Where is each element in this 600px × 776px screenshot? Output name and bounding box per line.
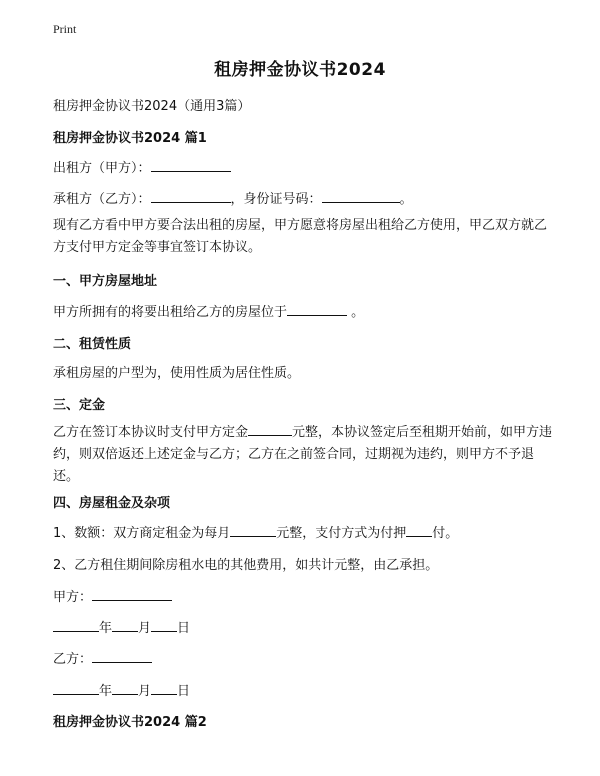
section1-heading: 一、甲方房屋地址 bbox=[53, 274, 158, 289]
address-blank bbox=[287, 301, 347, 316]
section1-text bbox=[53, 301, 364, 320]
deposit-blank bbox=[248, 421, 292, 436]
date-line-2 bbox=[53, 680, 190, 699]
day-label: 日 bbox=[177, 621, 191, 636]
lessor-line bbox=[53, 157, 231, 176]
rent-item-b: 元整，支付方式为付押 bbox=[276, 526, 407, 541]
rent-item bbox=[53, 522, 458, 541]
year-blank bbox=[53, 680, 99, 695]
section2-heading: 二、租赁性质 bbox=[53, 337, 132, 352]
rent-item-c: 付。 bbox=[432, 526, 459, 541]
party-a-blank bbox=[92, 586, 172, 601]
section3-paragraph bbox=[53, 421, 553, 488]
party-b-line bbox=[53, 648, 152, 667]
lessee-label: 承租方（乙方）： bbox=[53, 192, 151, 207]
party-a-label: 甲方： bbox=[53, 590, 93, 605]
section1-text-b: 。 bbox=[347, 305, 365, 320]
party-a-line bbox=[53, 586, 172, 605]
intro-paragraph: 现有乙方看中甲方要合法出租的房屋，甲方愿意将房屋出租给乙方使用，甲乙双方就乙方支付甲方定金等事宜签订本协议。 bbox=[53, 218, 548, 255]
section3-text-b: 元整，本协议签定后至租期开始前，如甲方违约，则双倍返还上述定金与乙方；乙方在之前签合同，过期视为违约，则甲方不予退还。 bbox=[53, 425, 553, 484]
party-b-label: 乙方： bbox=[53, 652, 93, 667]
month-label: 月 bbox=[138, 684, 152, 699]
party-b-blank bbox=[92, 648, 152, 663]
month-blank bbox=[112, 617, 138, 632]
lessor-blank bbox=[151, 157, 231, 172]
document-subtitle: 租房押金协议书2024（通用3篇） bbox=[53, 99, 251, 114]
year-blank bbox=[53, 617, 99, 632]
day-blank bbox=[151, 617, 177, 632]
day-blank bbox=[151, 680, 177, 695]
year-label: 年 bbox=[99, 684, 113, 699]
lessee-blank bbox=[151, 188, 231, 203]
day-label: 日 bbox=[177, 684, 191, 699]
section3-text-a: 乙方在签订本协议时支付甲方定金 bbox=[53, 425, 249, 440]
id-end: 。 bbox=[399, 192, 413, 207]
print-link[interactable]: Print bbox=[53, 22, 77, 36]
expense-item: 2、乙方租住期间除房租水电的其他费用，如共计元整，由乙承担。 bbox=[53, 558, 439, 573]
month-blank bbox=[112, 680, 138, 695]
payment-blank bbox=[406, 522, 432, 537]
lessor-label: 出租方（甲方）： bbox=[53, 161, 151, 176]
rent-blank bbox=[230, 522, 276, 537]
year-label: 年 bbox=[99, 621, 113, 636]
month-label: 月 bbox=[138, 621, 152, 636]
section4-heading: 四、房屋租金及杂项 bbox=[53, 496, 171, 511]
document-title: 租房押金协议书2024 bbox=[214, 60, 386, 80]
rent-item-a: 1、数额：双方商定租金为每月 bbox=[53, 526, 231, 541]
lessee-line bbox=[53, 188, 413, 207]
section3-heading: 三、定金 bbox=[53, 398, 106, 413]
part2-heading: 租房押金协议书2024 篇2 bbox=[53, 715, 207, 730]
part1-heading: 租房押金协议书2024 篇1 bbox=[53, 131, 207, 146]
section2-text: 承租房屋的户型为，使用性质为居住性质。 bbox=[53, 366, 301, 381]
section1-text-a: 甲方所拥有的将要出租给乙方的房屋位于 bbox=[53, 305, 288, 320]
date-line-1 bbox=[53, 617, 190, 636]
id-label: ，身份证号码： bbox=[230, 192, 322, 207]
id-blank bbox=[322, 188, 400, 203]
